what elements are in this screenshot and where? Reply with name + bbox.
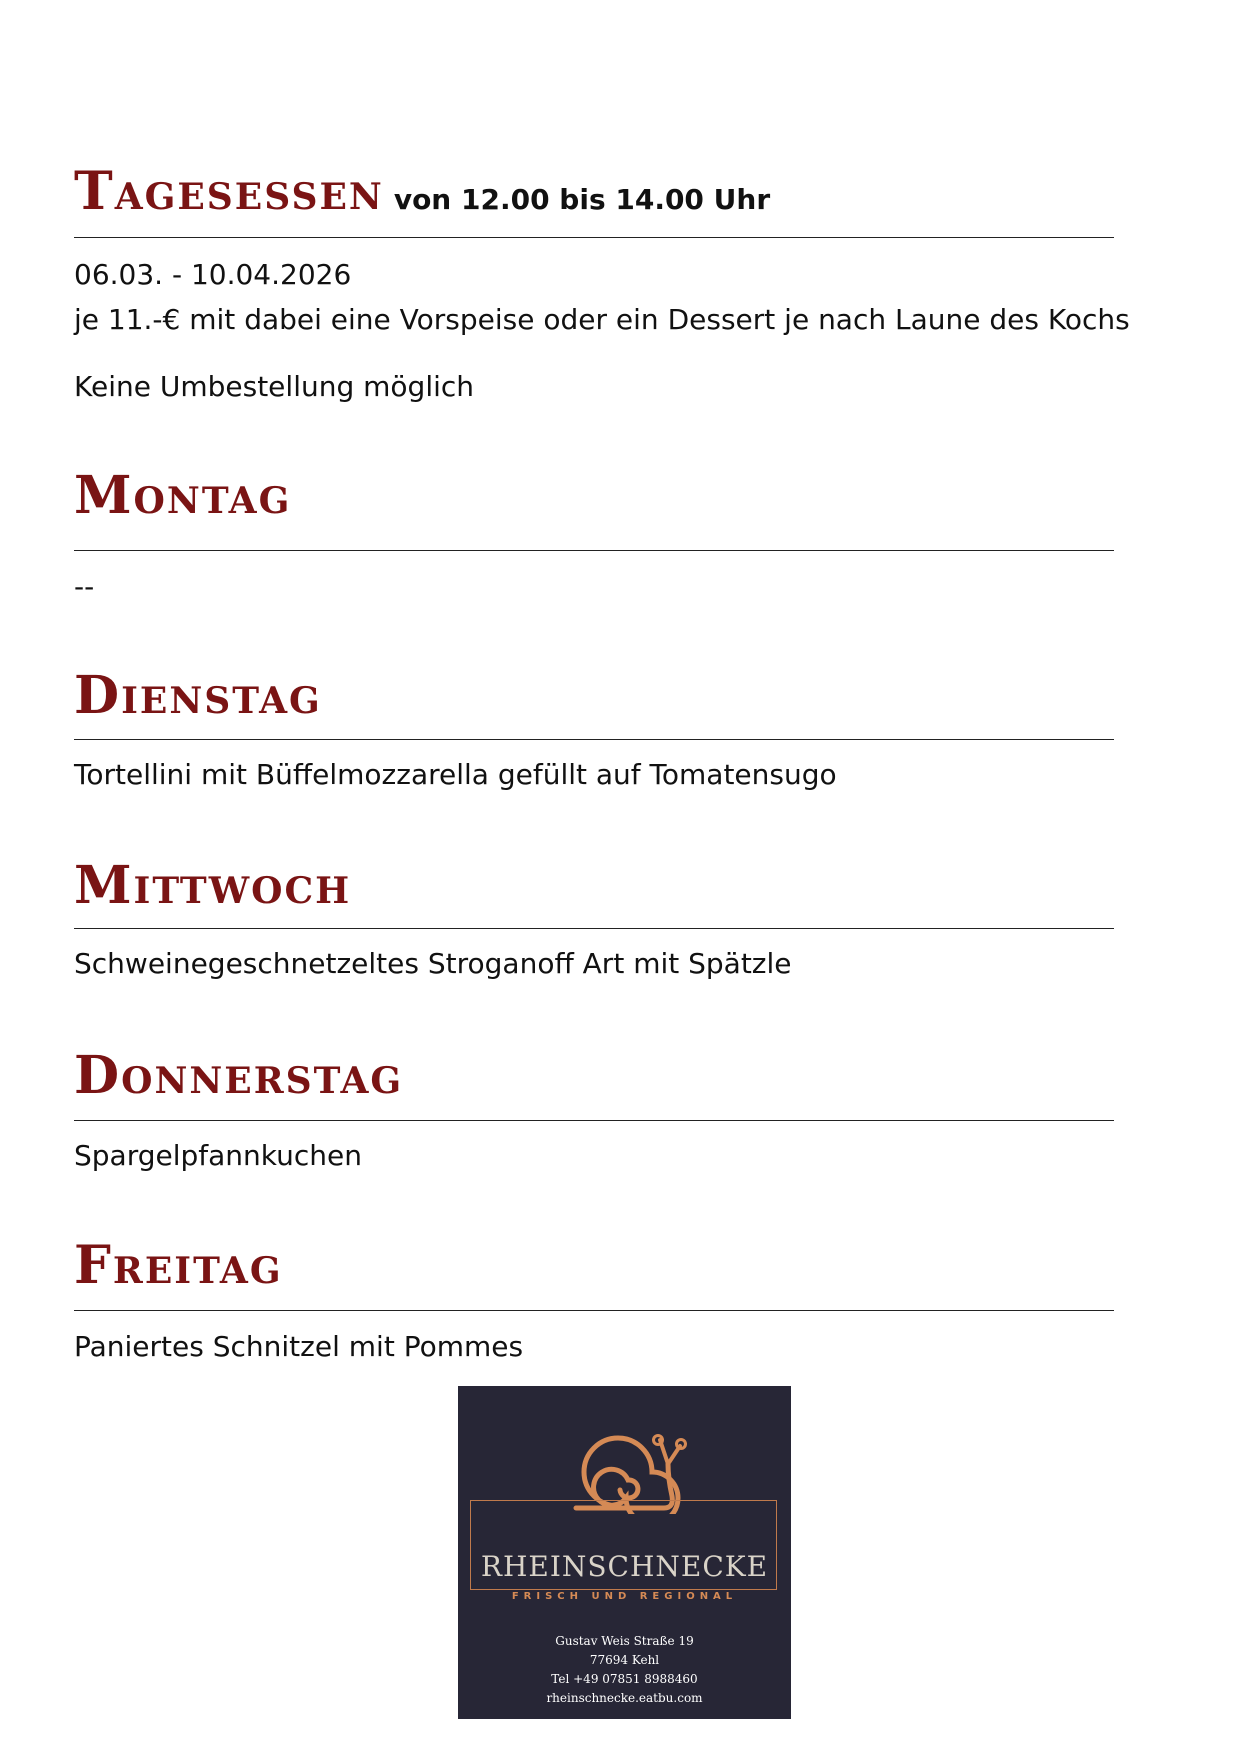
day-section-montag — [74, 465, 1114, 526]
day-dish: -- — [74, 570, 95, 603]
day-heading: Mittwoch — [74, 855, 352, 916]
day-dish: Paniertes Schnitzel mit Pommes — [74, 1330, 524, 1363]
logo-name: RHEINSCHNECKE — [480, 1550, 769, 1583]
notice: Keine Umbestellung möglich — [74, 370, 475, 403]
logo-website: rheinschnecke.eatbu.com — [546, 1691, 703, 1705]
logo-address: Gustav Weis Straße 19 — [555, 1634, 694, 1648]
divider — [74, 739, 1114, 740]
restaurant-logo — [458, 1386, 791, 1719]
logo-phone: Tel +49 07851 8988460 — [551, 1672, 698, 1686]
price-note: je 11.-€ mit dabei eine Vorspeise oder ein Dessert je nach Laune des Kochs — [74, 303, 1130, 336]
logo-city: 77694 Kehl — [589, 1653, 660, 1667]
day-dish: Schweinegeschnetzeltes Stroganoff Art mit Spätzle — [74, 947, 792, 980]
page-title-text: Tagesessen — [74, 161, 384, 222]
day-heading: Dienstag — [74, 665, 322, 726]
divider — [74, 928, 1114, 929]
service-time: von 12.00 bis 14.00 Uhr — [393, 183, 771, 216]
day-heading: Donnerstag — [74, 1045, 404, 1106]
day-dish: Spargelpfannkuchen — [74, 1139, 362, 1172]
day-heading: Montag — [74, 465, 292, 526]
divider — [74, 1120, 1114, 1121]
day-section-mittwoch — [74, 855, 1114, 916]
day-dish: Tortellini mit Büffelmozzarella gefüllt auf Tomatensugo — [74, 758, 837, 791]
divider — [74, 550, 1114, 551]
day-section-freitag — [74, 1235, 1114, 1296]
day-section-dienstag — [74, 665, 1114, 726]
title-row — [74, 161, 1114, 222]
date-range: 06.03. - 10.04.2026 — [74, 258, 352, 291]
day-heading: Freitag — [74, 1235, 283, 1296]
logo-tagline: FRISCH UND REGIONAL — [511, 1591, 738, 1602]
divider — [74, 237, 1114, 238]
day-section-donnerstag — [74, 1045, 1114, 1106]
page-title — [74, 161, 1114, 222]
divider — [74, 1310, 1114, 1311]
